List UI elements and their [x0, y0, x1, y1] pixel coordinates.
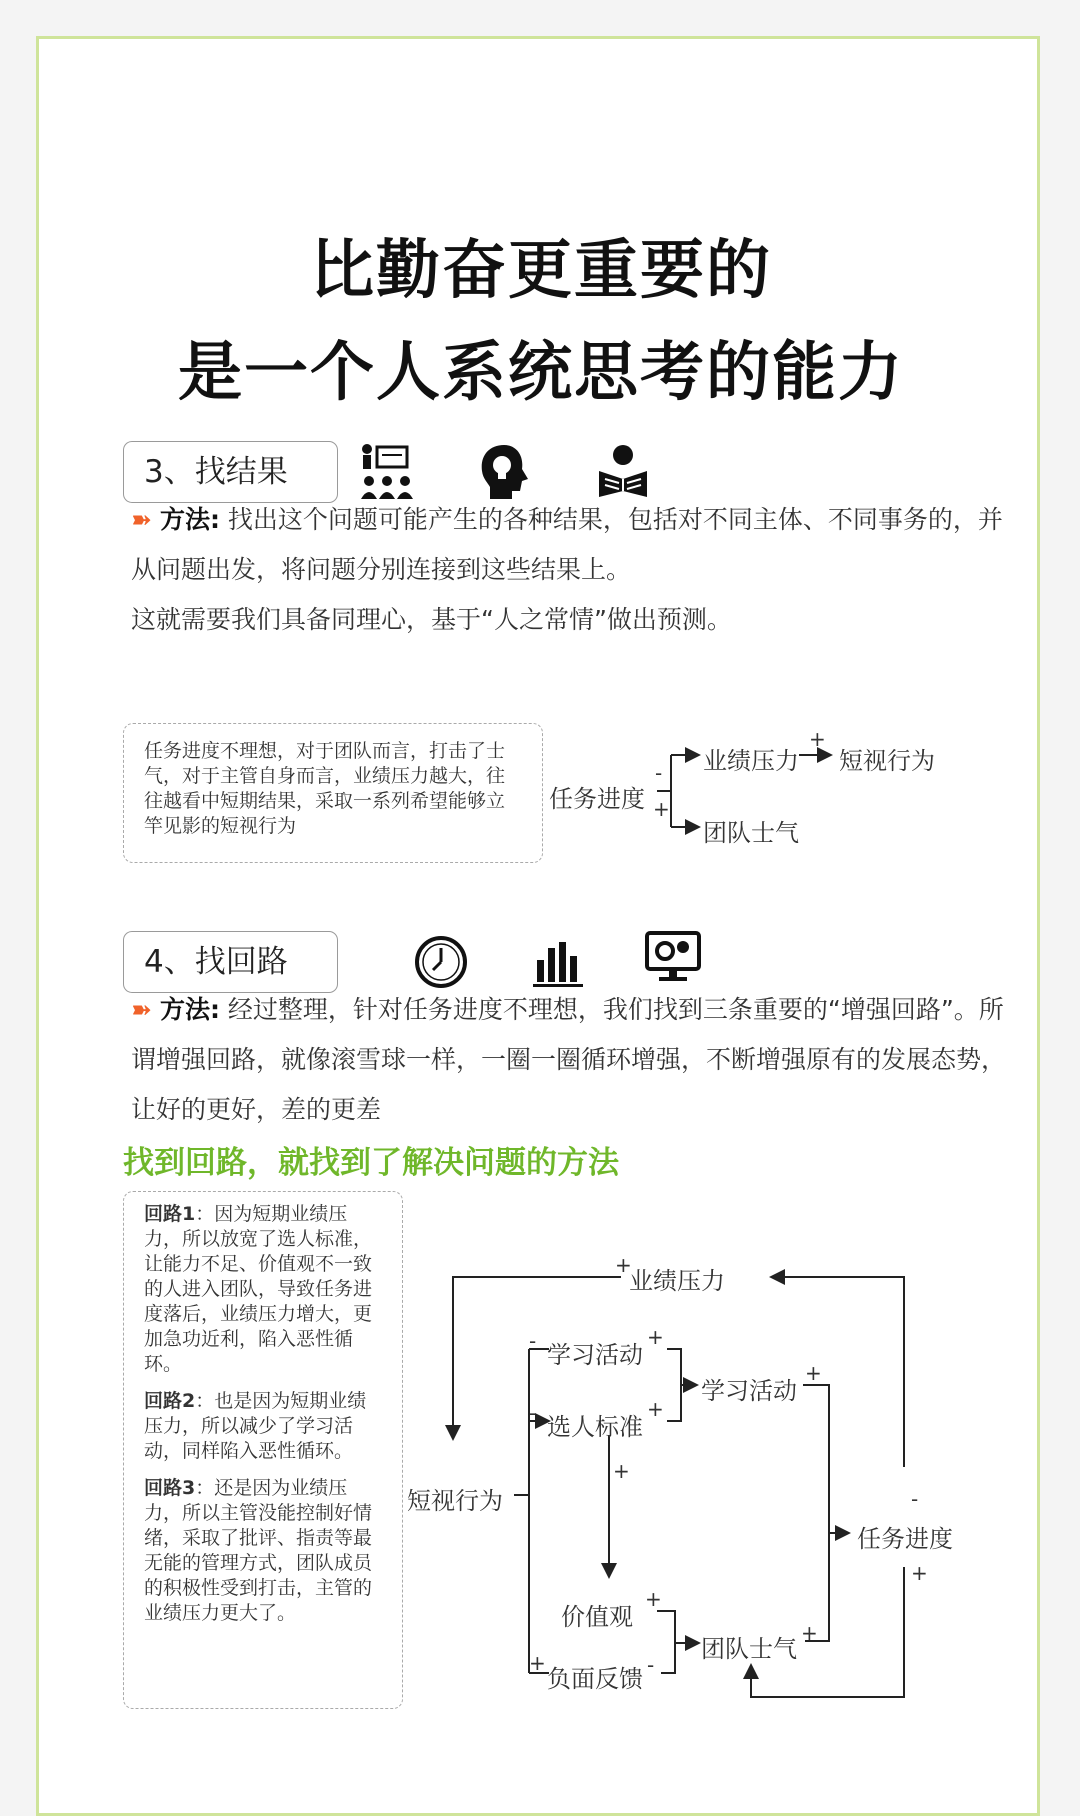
section3-label: 3、找结果: [123, 441, 338, 503]
section3-method-label: 方法:: [159, 505, 220, 534]
clock-icon: [411, 932, 471, 992]
s3-sign-result: +: [809, 727, 826, 751]
loop-item: 回路3：还是因为业绩压力，所以主管没能控制好情绪，采取了批评、指责等最无能的管理方式，团队成员的积极性受到打击，主管的业绩压力更大了。: [144, 1477, 373, 1624]
section3-note-box: [123, 723, 543, 863]
computer-gear-icon: [643, 927, 703, 987]
s4-node-morale: 团队士气: [701, 1635, 797, 1663]
section3-note: 任务进度不理想，对于团队而言，打击了士气，对于主管自身而言，业绩压力越大，往往越看中短期结果，采取一系列希望能够立竿见影的短视行为: [144, 740, 506, 837]
s4-sign: +: [647, 1325, 664, 1349]
s3-node-pressure: 业绩压力: [703, 747, 799, 775]
loop-item: 回路1：因为短期业绩压力，所以放宽了选人标准，让能力不足、价值观不一致的人进入团队，导致任务进度落后，业绩压力增大，更加急功近利，陷入恶性循环。: [144, 1203, 373, 1375]
s4-sign: +: [805, 1361, 822, 1385]
s4-sign: +: [911, 1561, 928, 1585]
s4-node-learn1: 学习活动: [547, 1341, 643, 1369]
s4-node-progress: 任务进度: [857, 1525, 953, 1553]
infographic-card: [36, 36, 1040, 1816]
head-lightbulb-icon: [474, 441, 534, 501]
s4-node-learn2: 学习活动: [701, 1377, 797, 1405]
s3-node-shortsight: 短视行为: [839, 747, 935, 775]
section4-method: [131, 985, 1011, 1135]
s4-sign: -: [647, 1653, 655, 1677]
s4-sign: -: [529, 1401, 537, 1425]
page-title-line1: 比勤奋更重要的: [310, 234, 772, 308]
s4-node-feedback: 负面反馈: [547, 1665, 643, 1693]
s4-sign: +: [647, 1397, 664, 1421]
s3-sign-minus: -: [655, 761, 663, 785]
s4-node-shortsight: 短视行为: [407, 1487, 503, 1515]
meeting-icon: [357, 441, 417, 501]
section4-label: 4、找回路: [123, 931, 338, 993]
s3-node-morale: 团队士气: [703, 819, 799, 847]
section4-loops-box: [123, 1191, 403, 1709]
s4-node-values: 价值观: [561, 1603, 633, 1631]
s4-sign: +: [801, 1621, 818, 1645]
loop-item: 回路2：也是因为短期业绩压力，所以减少了学习活动，同样陷入恶性循环。: [144, 1390, 367, 1462]
s4-sign: +: [529, 1651, 546, 1675]
section3-method: [131, 495, 1011, 595]
section4-highlight: 找到回路，就找到了解决问题的方法: [123, 1145, 619, 1181]
section4-method-label: 方法:: [159, 995, 220, 1024]
s4-sign: -: [911, 1487, 919, 1511]
s4-sign: -: [529, 1329, 537, 1353]
bar-chart-icon: [529, 932, 589, 992]
s3-node-progress: 任务进度: [549, 785, 645, 813]
s4-node-pressure: 业绩压力: [629, 1267, 725, 1295]
section3-line2: 这就需要我们具备同理心，基于“人之常情”做出预测。: [131, 605, 732, 634]
section4-method-text: 经过整理，针对任务进度不理想，我们找到三条重要的“增强回路”。所谓增强回路，就像滚雪球一样，一圈一圈循环增强，不断增强原有的发展态势，让好的更好，差的更差: [131, 995, 1007, 1124]
s4-node-select: 选人标准: [547, 1413, 643, 1441]
page-title-line2: 是一个人系统思考的能力: [178, 336, 904, 410]
person-reading-icon: [593, 441, 653, 501]
section3-method-text: 找出这个问题可能产生的各种结果，包括对不同主体、不同事务的，并从问题出发，将问题分别连接到这些结果上。: [131, 505, 1003, 584]
s4-sign: +: [613, 1459, 630, 1483]
orange-arrow-icon: ➽: [131, 995, 152, 1024]
orange-arrow-icon: ➽: [131, 505, 152, 534]
s4-sign: +: [645, 1587, 662, 1611]
s3-sign-plus: +: [653, 797, 670, 821]
s4-sign: +: [615, 1253, 632, 1277]
